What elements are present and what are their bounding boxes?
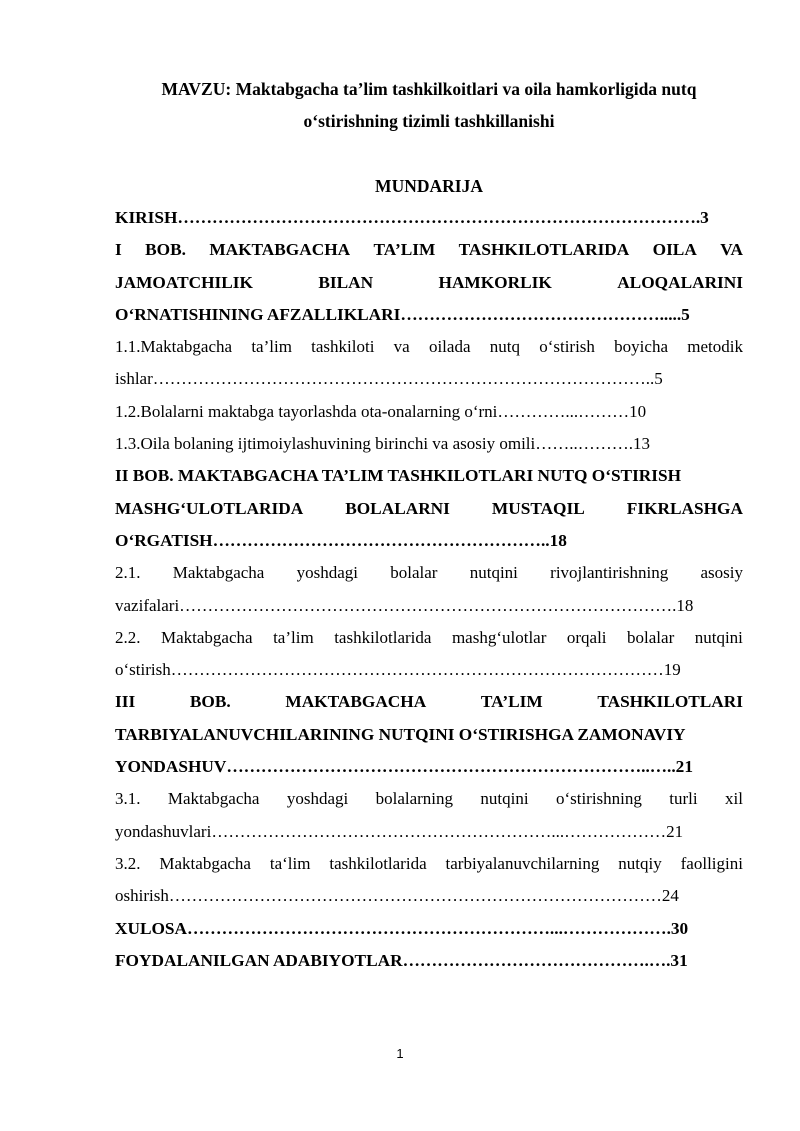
toc-word: ta’lim	[273, 627, 314, 647]
toc-word: BOLALARNI	[345, 498, 450, 518]
toc-entry-section-3-2[interactable]	[115, 848, 743, 913]
toc-word: FIKRLASHGA	[626, 498, 743, 518]
toc-word: o‘stirish	[539, 337, 595, 357]
toc-word: tarbiyalanuvchilarning	[445, 853, 600, 873]
toc-word: MAKTABGACHA	[285, 692, 427, 712]
toc-line: II BOB. MAKTABGACHA TA’LIM TASHKILOTLARI NUTQ O‘STIRISH	[115, 466, 682, 486]
toc-entry-section-2-2[interactable]	[115, 622, 743, 687]
toc-line: TARBIYALANUVCHILARINING NUTQINI O‘STIRISHGA ZAMONAVIY	[115, 724, 686, 744]
document-title-line-1: MAVZU: Maktabgacha ta’lim tashkilkoitlari va oila hamkorligida nutq	[161, 79, 697, 99]
table-of-contents	[115, 202, 743, 977]
toc-word: Maktabgacha	[161, 627, 253, 647]
contents-heading: MUNDARIJA	[375, 176, 483, 196]
toc-line: XULOSA………………………………………………………...……………….30	[115, 918, 689, 938]
toc-word: BOB.	[189, 692, 231, 712]
toc-entry-section-1-2[interactable]	[115, 396, 743, 428]
toc-entry-xulosa[interactable]	[115, 913, 743, 945]
toc-word: BILAN	[318, 272, 374, 292]
toc-word: MUSTAQIL	[491, 498, 585, 518]
toc-word: Maktabgacha	[167, 789, 260, 809]
toc-word: oilada	[428, 337, 471, 357]
document-title-line-2: o‘stirishning tizimli tashkillanishi	[303, 111, 555, 131]
toc-word: ALOQALARINI	[617, 272, 743, 292]
toc-word: nutq	[489, 337, 520, 357]
toc-word: OILA	[652, 240, 697, 260]
toc-word: tashkilotlarida	[334, 627, 432, 647]
toc-word: VA	[720, 240, 743, 260]
toc-entry-chapter-1[interactable]	[115, 234, 743, 331]
toc-line: 1.2.Bolalarni maktabga tayorlashda ota-onalarning o‘rni…………...………10	[115, 401, 647, 421]
toc-word: 2.1.	[115, 563, 141, 583]
toc-word: tashkiloti	[311, 337, 375, 357]
toc-word: 2.2.	[115, 627, 141, 647]
toc-word: rivojlantirishning	[550, 563, 669, 583]
toc-word: MAKTABGACHA	[209, 240, 351, 260]
toc-word: TASHKILOTLARI	[597, 692, 743, 712]
toc-line-justified	[115, 234, 743, 266]
toc-entry-chapter-3[interactable]	[115, 686, 743, 783]
toc-line-justified	[115, 493, 743, 525]
toc-line: yondashuvlari……………………………………………………...………………21	[115, 821, 684, 841]
toc-line-justified	[115, 848, 743, 880]
toc-line: FOYDALANILGAN ADABIYOTLAR…………………………………….….31	[115, 950, 688, 970]
page-number: 1	[396, 1046, 404, 1061]
toc-word: JAMOATCHILIK	[115, 272, 253, 292]
toc-word: TA’LIM	[373, 240, 436, 260]
toc-entry-references[interactable]	[115, 945, 743, 977]
toc-word: nutqini	[694, 627, 743, 647]
toc-line-justified	[115, 686, 743, 718]
toc-word: HAMKORLIK	[438, 272, 552, 292]
toc-word: tashkilotlarida	[329, 853, 427, 873]
toc-entry-chapter-2[interactable]	[115, 460, 743, 557]
toc-line-justified	[115, 267, 743, 299]
toc-line: O‘RNATISHINING AFZALLIKLARI……………………………………….....5	[115, 304, 690, 324]
toc-entry-section-1-3[interactable]	[115, 428, 743, 460]
toc-word: Maktabgacha	[159, 853, 251, 873]
toc-line: YONDASHUV………………………………………………………………..…..21	[115, 757, 693, 777]
toc-line: o‘stirish……………………………………………………………………………19	[115, 660, 681, 680]
toc-word: ta’lim	[251, 337, 292, 357]
toc-word: MASHG‘ULOTLARIDA	[115, 498, 304, 518]
toc-word: III	[115, 692, 136, 712]
toc-line: vazifalari…………………………………………………………………………….18	[115, 595, 694, 615]
toc-line: 1.3.Oila bolaning ijtimoiylashuvining birinchi va asosiy omili……..……….13	[115, 434, 650, 454]
toc-word: turli	[669, 789, 698, 809]
toc-entry-section-2-1[interactable]	[115, 557, 743, 622]
toc-word: 3.1.	[115, 789, 141, 809]
toc-word: bolalarning	[375, 789, 454, 809]
toc-line: KIRISH……………………………………………………………………………….3	[115, 208, 709, 227]
toc-word: xil	[724, 789, 743, 809]
toc-entry-section-1-1[interactable]	[115, 331, 743, 396]
toc-word: I	[115, 240, 122, 260]
toc-word: metodik	[687, 337, 743, 357]
toc-word: Maktabgacha	[172, 563, 265, 583]
toc-entry-section-3-1[interactable]	[115, 783, 743, 848]
toc-word: asosiy	[700, 563, 743, 583]
toc-line: ishlar……………………………………………………………………………..5	[115, 369, 663, 389]
toc-entry-kirish[interactable]	[115, 202, 743, 234]
toc-word: yoshdagi	[286, 789, 349, 809]
toc-word: nutqiy	[618, 853, 662, 873]
toc-word: boyicha	[614, 337, 668, 357]
toc-line-justified	[115, 331, 743, 363]
toc-line-justified	[115, 783, 743, 815]
toc-word: orqali	[566, 627, 607, 647]
toc-line: oshirish……………………………………………………………………………24	[115, 886, 679, 906]
toc-word: TASHKILOTLARIDA	[458, 240, 630, 260]
toc-line-justified	[115, 557, 743, 589]
toc-word: bolalar	[390, 563, 438, 583]
toc-word: faolligini	[680, 853, 743, 873]
toc-word: nutqini	[469, 563, 518, 583]
toc-word: nutqini	[480, 789, 529, 809]
toc-word: ta‘lim	[269, 853, 311, 873]
toc-word: bolalar	[627, 627, 675, 647]
toc-word: o‘stirishning	[555, 789, 642, 809]
toc-line-justified	[115, 622, 743, 654]
toc-word: TA’LIM	[480, 692, 543, 712]
toc-word: mashg‘ulotlar	[451, 627, 547, 647]
toc-line: O‘RGATISH…………………………………………………..18	[115, 530, 567, 550]
toc-word: 1.1.Maktabgacha	[115, 337, 233, 357]
toc-word: yoshdagi	[296, 563, 358, 583]
toc-word: BOB.	[145, 240, 186, 260]
toc-word: va	[393, 337, 410, 357]
toc-word: 3.2.	[115, 853, 141, 873]
